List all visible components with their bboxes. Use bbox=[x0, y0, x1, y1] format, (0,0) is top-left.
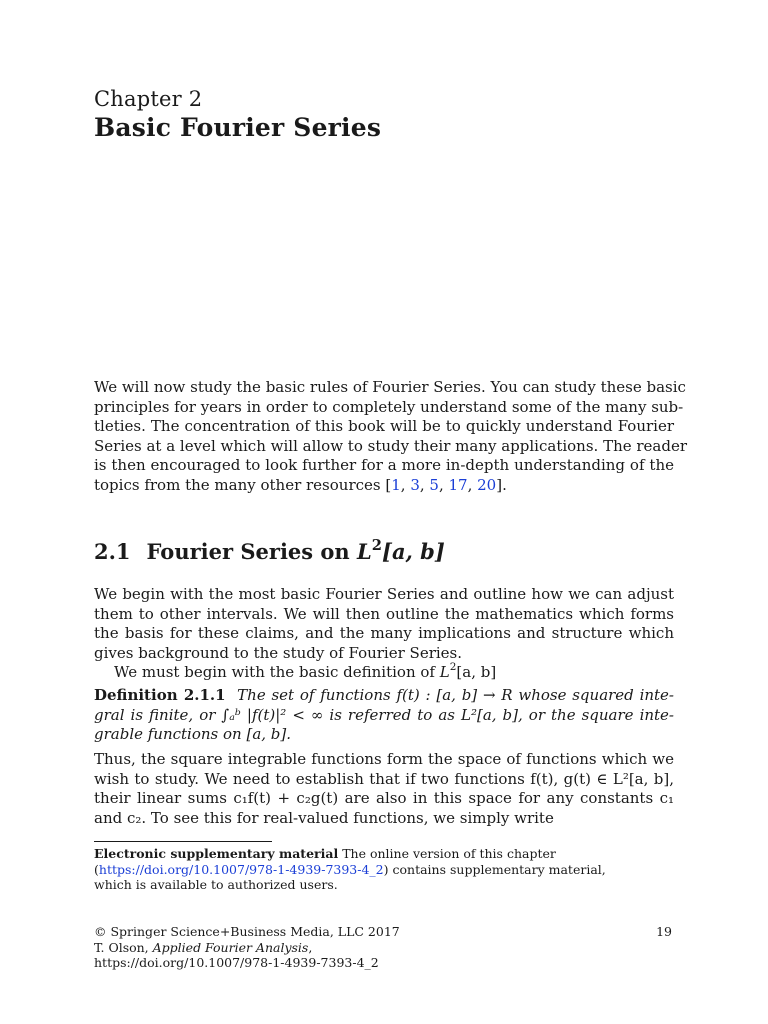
citation-link[interactable]: 20 bbox=[477, 475, 497, 494]
citation-line bbox=[94, 940, 674, 956]
after-definition-paragraph bbox=[94, 750, 674, 828]
section-title-text: Fourier Series on bbox=[146, 539, 358, 564]
intro-line: Series at a level which will allow to study their many applications. The reader bbox=[94, 436, 688, 455]
definition-lead-line bbox=[94, 660, 674, 683]
section-body-line: We begin with the most basic Fourier Series and outline how we can adjust bbox=[94, 585, 674, 603]
footnote bbox=[94, 846, 674, 893]
citation-link[interactable]: 17 bbox=[448, 475, 468, 494]
intro-line: is then encouraged to look further for a more in-depth understanding of the bbox=[94, 456, 674, 474]
section-body-line: them to other intervals. We will then outline the mathematics which forms bbox=[94, 604, 674, 623]
intro-line: tleties. The concentration of this book will be to quickly understand Fourier bbox=[94, 417, 674, 435]
paragraph-line: their linear sums c₁f(t) + c₂g(t) are also in this space for any constants c₁ bbox=[94, 789, 674, 807]
footnote-line bbox=[94, 862, 674, 878]
definition-label: Definition 2.1.1 bbox=[94, 686, 226, 704]
book-title-suffix: , bbox=[308, 939, 313, 955]
footnote-line bbox=[94, 846, 674, 862]
doi-line[interactable]: https://doi.org/10.1007/978-1-4939-7393-4_2 bbox=[94, 955, 379, 970]
definition-line bbox=[94, 686, 674, 706]
definition-text: The set of functions f(t) : [a, b] → R whose squared inte- bbox=[237, 686, 674, 704]
footnote-text: The online version of this chapter bbox=[338, 846, 556, 861]
paragraph-line: Thus, the square integrable functions form the space of functions which we bbox=[94, 750, 674, 768]
chapter-title: Basic Fourier Series bbox=[94, 113, 382, 142]
section-body-line: the basis for these claims, and the many implications and structure which bbox=[94, 624, 674, 642]
copyright-line: © Springer Science+Business Media, LLC 2017 bbox=[94, 924, 400, 939]
section-heading bbox=[94, 538, 445, 566]
footnote-doi-link[interactable]: https://doi.org/10.1007/978-1-4939-7393-4_2 bbox=[98, 861, 384, 877]
intro-line: principles for years in order to completely understand some of the many sub- bbox=[94, 397, 684, 416]
citation-link[interactable]: 5 bbox=[429, 475, 439, 494]
author-name: T. Olson, bbox=[94, 939, 153, 955]
paragraph-line: wish to study. We need to establish that if two functions f(t), g(t) ∈ L²[a, b], bbox=[94, 769, 674, 788]
citation-link[interactable]: 1 bbox=[391, 475, 401, 494]
section-number: 2.1 bbox=[94, 539, 131, 564]
intro-line-citations: topics from the many other resources [1, 3, 5, 17, 20]. bbox=[94, 475, 507, 494]
intro-last-suffix: ]. bbox=[496, 475, 507, 494]
section-title-math: L bbox=[357, 539, 372, 564]
definition-block bbox=[94, 686, 674, 745]
footnote-paren: ( bbox=[94, 861, 99, 877]
definition-line: grable functions on [a, b]. bbox=[94, 725, 292, 743]
section-body-line: gives background to the study of Fourier Series. bbox=[94, 643, 463, 662]
chapter-label: Chapter 2 bbox=[94, 87, 203, 111]
intro-last-prefix: topics from the many other resources [ bbox=[94, 475, 392, 494]
intro-paragraph bbox=[94, 378, 688, 495]
page-footer bbox=[94, 924, 674, 971]
footnote-text: ) contains supplementary material, bbox=[383, 861, 606, 877]
lead-tail: [a, b] bbox=[456, 663, 497, 681]
footnote-line: which is available to authorized users. bbox=[94, 877, 338, 892]
section-title-sup: 2 bbox=[371, 536, 383, 554]
intro-line: We will now study the basic rules of Fourier Series. You can study these basic bbox=[94, 378, 686, 396]
paragraph-line: and c₂. To see this for real-valued functions, we simply write bbox=[94, 808, 554, 827]
page-number: 19 bbox=[656, 924, 672, 939]
definition-line: gral is finite, or ∫ₐᵇ |f(t)|² < ∞ is referred to as L²[a, b], or the square inte- bbox=[94, 705, 674, 724]
lead-math: L bbox=[439, 663, 450, 681]
citation-link[interactable]: 3 bbox=[410, 475, 420, 494]
book-title: Applied Fourier Analysis bbox=[152, 939, 309, 955]
section-body bbox=[94, 585, 674, 683]
footnote-rule bbox=[94, 841, 272, 842]
lead-sup: 2 bbox=[449, 660, 457, 673]
lead-prefix: We must begin with the basic definition of bbox=[114, 663, 440, 681]
section-title-math-tail: [a, b] bbox=[382, 539, 445, 564]
footnote-label: Electronic supplementary material bbox=[94, 846, 339, 861]
